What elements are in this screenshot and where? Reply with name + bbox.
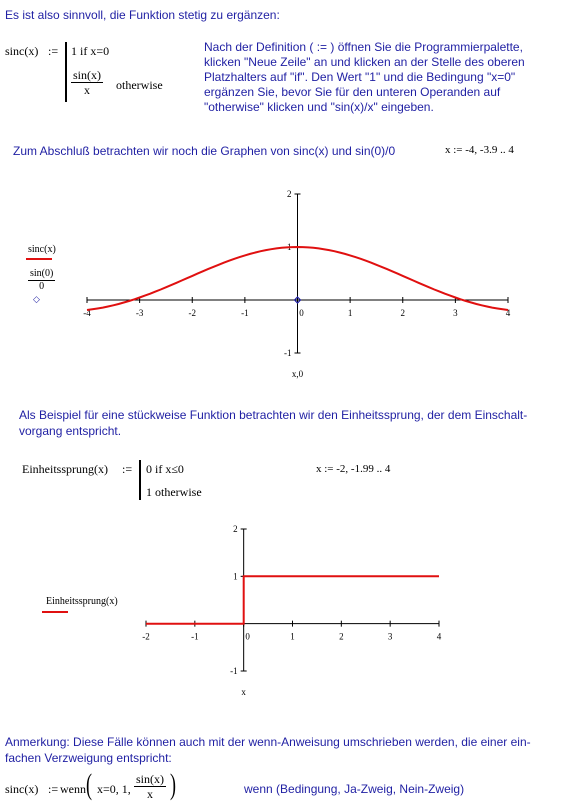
x-axis-label: x <box>241 687 246 697</box>
anmerkung-line: Anmerkung: Diese Fälle können auch mit der wenn-Anweisung umschrieben werden, die einer ein- <box>5 735 531 749</box>
x-tick-label: 1 <box>290 631 295 642</box>
programming-note <box>204 40 525 115</box>
wenn-denominator: x <box>147 787 153 801</box>
x-tick-label: -4 <box>83 308 91 318</box>
program-bar <box>65 42 67 102</box>
range-definition-1[interactable]: x := -4, -3.9 .. 4 <box>445 144 514 156</box>
series-line <box>146 576 439 623</box>
y-tick-label: 2 <box>287 189 292 199</box>
sinc-numerator: sin(x) <box>73 68 101 82</box>
legend-sinc-label: sinc(x) <box>28 244 56 255</box>
note-line: Nach der Definition ( := ) öffnen Sie die Programmierpalette, <box>204 40 523 54</box>
heaviside-intro-line: vorgang entspricht. <box>19 424 122 438</box>
intro-text: Es ist also sinnvoll, die Funktion stetig zu ergänzen: <box>5 8 280 22</box>
sinc-otherwise: otherwise <box>116 78 163 92</box>
heaviside-otherwise-row: 1 otherwise <box>146 485 202 499</box>
legend-sinc-line <box>26 258 52 260</box>
x-tick-label: -1 <box>241 308 249 318</box>
legend-sin0-fraction <box>28 268 55 293</box>
x-tick-label: 0 <box>299 308 304 318</box>
x-tick-label: 2 <box>339 631 344 642</box>
y-tick-label: -1 <box>284 348 292 358</box>
y-tick-label: 1 <box>287 242 292 252</box>
heaviside-lhs: Einheitssprung(x) <box>22 462 108 476</box>
wenn-numerator: sin(x) <box>136 772 164 786</box>
x-tick-label: -3 <box>135 308 144 318</box>
wenn-arguments: x=0, 1, <box>97 782 131 796</box>
assign-operator: := <box>122 462 133 476</box>
sinc-graph[interactable] <box>60 180 530 380</box>
heaviside-intro-line: Als Beispiel für eine stückweise Funktion betrachten wir den Einheitssprung, der dem Einschalt- <box>19 408 528 422</box>
wenn-function-name: wenn <box>60 782 86 796</box>
note-line: ergänzen Sie, bevor Sie für den unteren Operanden auf <box>204 85 501 99</box>
x-tick-label: 3 <box>387 631 393 642</box>
note-line: klicken "Neue Zeile" an und klicken an der Stelle des oberen <box>204 55 525 69</box>
x-tick-label: 1 <box>347 308 353 318</box>
assign-operator: := <box>48 44 59 58</box>
heaviside-graph[interactable] <box>120 518 460 703</box>
close-paren: ) <box>170 768 176 801</box>
x-tick-label: -2 <box>188 308 196 318</box>
graph-heading: Zum Abschluß betrachten wir noch die Graphen von sinc(x) und sin(0)/0 <box>13 144 396 158</box>
wenn-syntax-note: wenn (Bedingung, Ja-Zweig, Nein-Zweig) <box>244 782 465 796</box>
y-tick-label: 2 <box>233 524 238 534</box>
legend-sin0-numerator: sin(0) <box>30 268 54 279</box>
program-bar <box>139 460 141 500</box>
range-definition-2[interactable]: x := -2, -1.99 .. 4 <box>316 463 391 475</box>
x-tick-label: -1 <box>191 631 199 642</box>
heaviside-intro <box>19 407 527 439</box>
x-tick-label: 3 <box>453 308 458 318</box>
assign-operator: := <box>48 782 59 796</box>
x-tick-label: 4 <box>436 631 442 642</box>
legend-heaviside-line <box>42 611 68 613</box>
sinc-if-row: 1 if x=0 <box>71 44 110 58</box>
x-tick-label: 2 <box>400 308 405 318</box>
legend-heaviside-label: Einheitssprung(x) <box>46 596 118 607</box>
wenn-lhs: sinc(x) <box>5 782 39 796</box>
note-line: "otherwise" klicken und "sin(x)/x" eingeben. <box>204 100 434 114</box>
anmerkung-line: fachen Verzweigung entspricht: <box>5 751 172 765</box>
heaviside-if-row: 0 if x≤0 <box>146 462 184 476</box>
legend-diamond-icon: ◇ <box>33 295 40 305</box>
sinc-lhs: sinc(x) <box>5 44 39 58</box>
legend-sin0-denominator: 0 <box>39 281 45 292</box>
anmerkung-text <box>5 734 531 766</box>
sinc-fraction <box>71 68 103 97</box>
sinc-denominator: x <box>84 83 90 97</box>
x-tick-label: 4 <box>505 308 511 318</box>
x-axis-label: x,0 <box>291 369 304 379</box>
x-tick-label: -2 <box>142 631 150 642</box>
note-line: Platzhalters auf "if". Den Wert "1" und die Bedingung "x=0" <box>204 70 516 84</box>
x-tick-label: 0 <box>245 631 250 642</box>
open-paren: ( <box>86 768 92 801</box>
y-tick-label: -1 <box>230 666 238 676</box>
wenn-fraction <box>134 772 166 801</box>
y-tick-label: 1 <box>233 571 238 582</box>
